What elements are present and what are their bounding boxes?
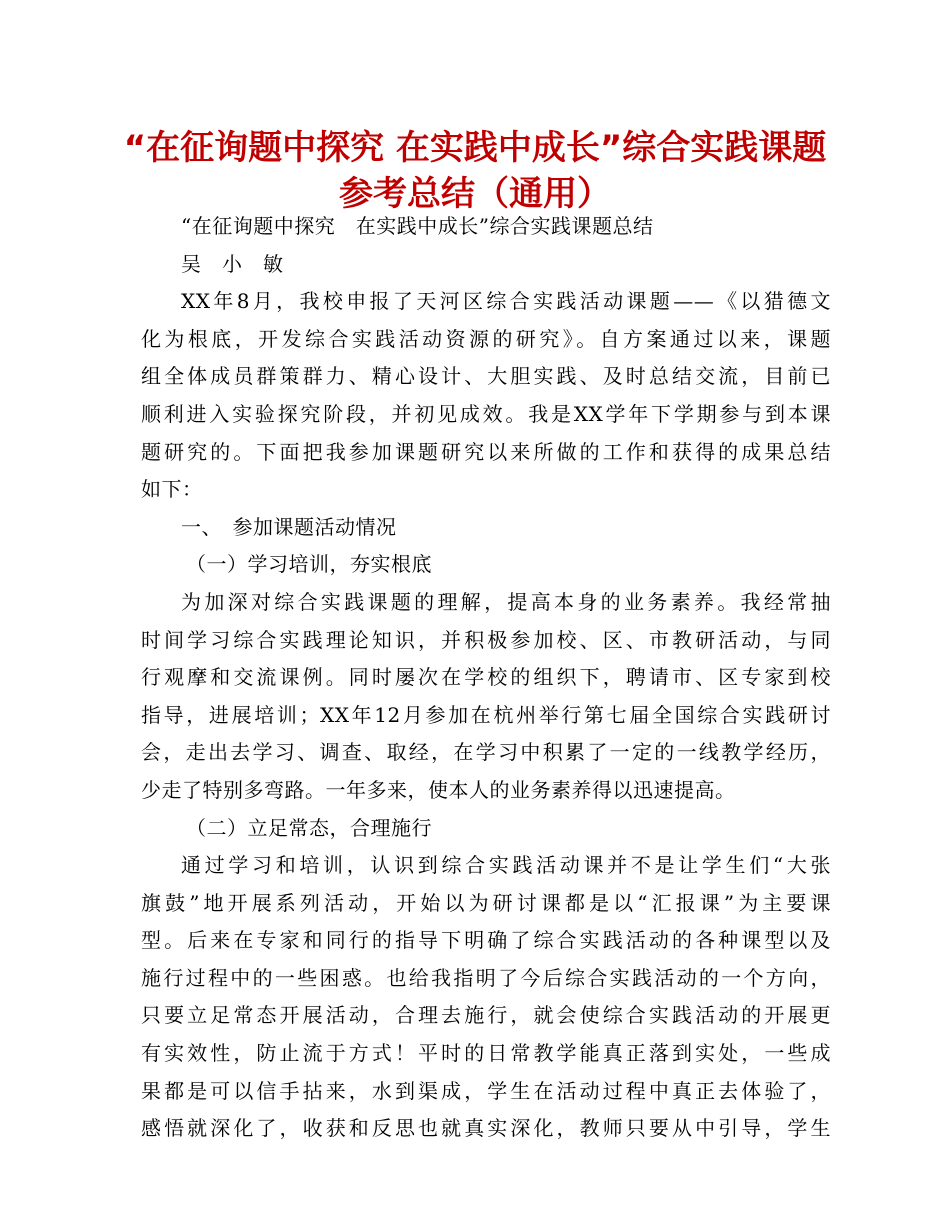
paragraph-1-line-6: 如下：: [141, 477, 203, 502]
paragraph-3-line-4: 施行过程中的一些困惑。也给我指明了今后综合实践活动的一个方向，: [141, 965, 831, 990]
paragraph-2-line-1: 为加深对综合实践课题的理解，提高本身的业务素养。我经常抽: [181, 589, 831, 614]
document-title-line-2: 参考总结（通用）: [339, 174, 611, 214]
document-title-line-1: “在征询题中探究 在实践中成长”综合实践课题: [123, 128, 827, 168]
paragraph-1-line-3: 组全体成员群策群力、精心设计、大胆实践、及时总结交流，目前已: [141, 364, 831, 389]
paragraph-1-line-1: XX年8月，我校申报了天河区综合实践活动课题——《以猎德文: [181, 289, 831, 314]
subsection-heading-1: （一）学习培训，夯实根底: [186, 552, 432, 577]
paragraph-3-line-8: 感悟就深化了，收获和反思也就真实深化，教师只要从中引导，学生: [141, 1116, 831, 1141]
paragraph-3-line-5: 只要立足常态开展活动，合理去施行，就会使综合实践活动的开展更: [141, 1003, 831, 1028]
paragraph-2-line-3: 行观摩和交流课例。同时屡次在学校的组织下，聘请市、区专家到校: [141, 665, 831, 690]
document-body: [141, 208, 831, 1148]
document-author: 吴 小 敏: [181, 251, 284, 276]
paragraph-1-line-4: 顺利进入实验探究阶段，并初见成效。我是XX学年下学期参与到本课: [141, 401, 831, 426]
paragraph-3-line-7: 果都是可以信手拈来，水到渠成，学生在活动过程中真正去体验了，: [141, 1078, 831, 1103]
paragraph-1-line-2: 化为根底，开发综合实践活动资源的研究》。自方案通过以来，课题: [141, 326, 831, 351]
document-subtitle: “在征询题中探究 在实践中成长”综合实践课题总结: [181, 214, 654, 238]
section-heading-1: 一、 参加课题活动情况: [181, 514, 397, 539]
paragraph-3-line-6: 有实效性，防止流于方式！平时的日常教学能真正落到实处，一些成: [141, 1041, 831, 1066]
paragraph-3-line-1: 通过学习和培训，认识到综合实践活动课并不是让学生们“大张: [181, 853, 831, 878]
paragraph-2-line-4: 指导，进展培训；XX年12月参加在杭州举行第七届全国综合实践研讨: [141, 702, 831, 727]
paragraph-3-line-3: 型。后来在专家和同行的指导下明确了综合实践活动的各种课型以及: [141, 928, 831, 953]
subsection-heading-2: （二）立足常态，合理施行: [186, 815, 432, 840]
paragraph-2-line-2: 时间学习综合实践理论知识，并积极参加校、区、市教研活动，与同: [141, 627, 831, 652]
paragraph-2-line-6: 少走了特别多弯路。一年多来，使本人的业务素养得以迅速提高。: [141, 777, 736, 802]
paragraph-3-line-2: 旗鼓”地开展系列活动，开始以为研讨课都是以“汇报课”为主要课: [141, 890, 831, 915]
paragraph-2-line-5: 会，走出去学习、调查、取经，在学习中积累了一定的一线教学经历，: [141, 740, 831, 765]
paragraph-1-line-5: 题研究的。下面把我参加课题研究以来所做的工作和获得的成果总结: [141, 439, 831, 464]
